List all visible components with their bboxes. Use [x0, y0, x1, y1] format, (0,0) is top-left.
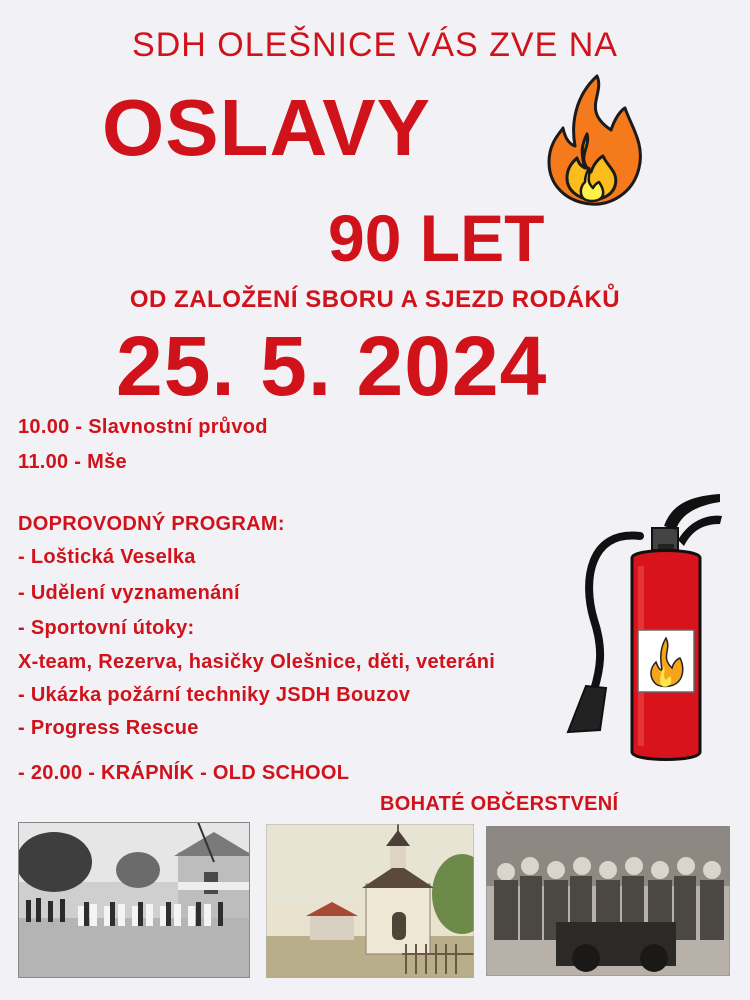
schedule-item: 10.00 - Slavnostní průvod: [18, 416, 268, 438]
program-heading: DOPROVODNÝ PROGRAM:: [18, 513, 285, 535]
program-item: - Loštická Veselka: [18, 546, 196, 568]
program-item: - Sportovní útoky:: [18, 617, 195, 639]
historic-photo-procession: [18, 822, 250, 978]
invite-line: SDH OLEŠNICE VÁS ZVE NA: [132, 26, 618, 64]
program-item: - Progress Rescue: [18, 717, 199, 739]
program-item: - Ukázka požární techniky JSDH Bouzov: [18, 684, 411, 706]
schedule-item: 11.00 - Mše: [18, 451, 127, 473]
chapel-photo: [266, 824, 474, 978]
program-item: - Udělení vyznamenání: [18, 582, 240, 604]
anniversary-years: 90 LET: [328, 201, 545, 275]
program-item: X-team, Rezerva, hasičky Olešnice, děti, veteráni: [18, 651, 496, 673]
evening-program: - 20.00 - KRÁPNÍK - OLD SCHOOL: [18, 762, 350, 784]
refreshments-note: BOHATÉ OBČERSTVENÍ: [380, 793, 619, 815]
subtitle: OD ZALOŽENÍ SBORU A SJEZD RODÁKŮ: [129, 286, 621, 313]
firemen-group-photo: [486, 826, 730, 976]
fire-extinguisher-illustration: [560, 490, 725, 765]
flame-icon: [545, 72, 645, 207]
event-date: 25. 5. 2024: [116, 319, 548, 413]
event-title: OSLAVY: [102, 83, 432, 172]
